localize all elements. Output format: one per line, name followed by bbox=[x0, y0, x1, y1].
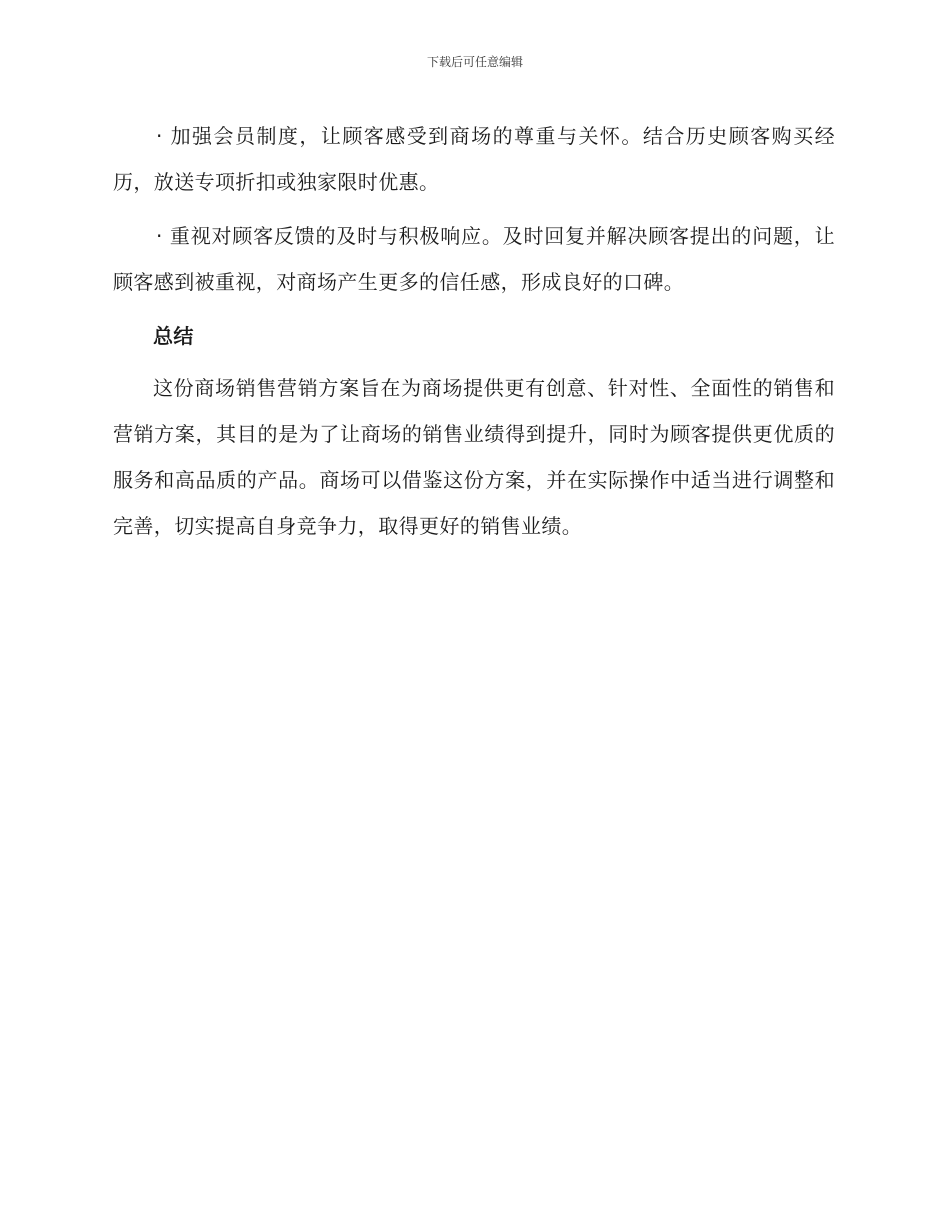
page-header: 下载后可任意编辑 bbox=[426, 55, 523, 69]
document-body bbox=[113, 113, 835, 557]
summary-paragraph: 这份商场销售营销方案旨在为商场提供更有创意、针对性、全面性的销售和营销方案，其目的是为了让商场的销售业绩得到提升，同时为顾客提供更优质的服务和高品质的产品。商场可以借鉴这份方案，并在实际操作中适当进行调整和完善，切实提高自身竞争力，取得更好的销售业绩。 bbox=[113, 376, 835, 538]
summary-heading: 总结 bbox=[153, 324, 194, 348]
feedback-paragraph: · 重视对顾客反馈的及时与积极响应。及时回复并解决顾客提出的问题，让顾客感到被重视，对商场产生更多的信任感，形成良好的口碑。 bbox=[113, 224, 835, 294]
membership-paragraph: · 加强会员制度，让顾客感受到商场的尊重与关怀。结合历史顾客购买经历，放送专项折扣或独家限时优惠。 bbox=[113, 124, 835, 194]
